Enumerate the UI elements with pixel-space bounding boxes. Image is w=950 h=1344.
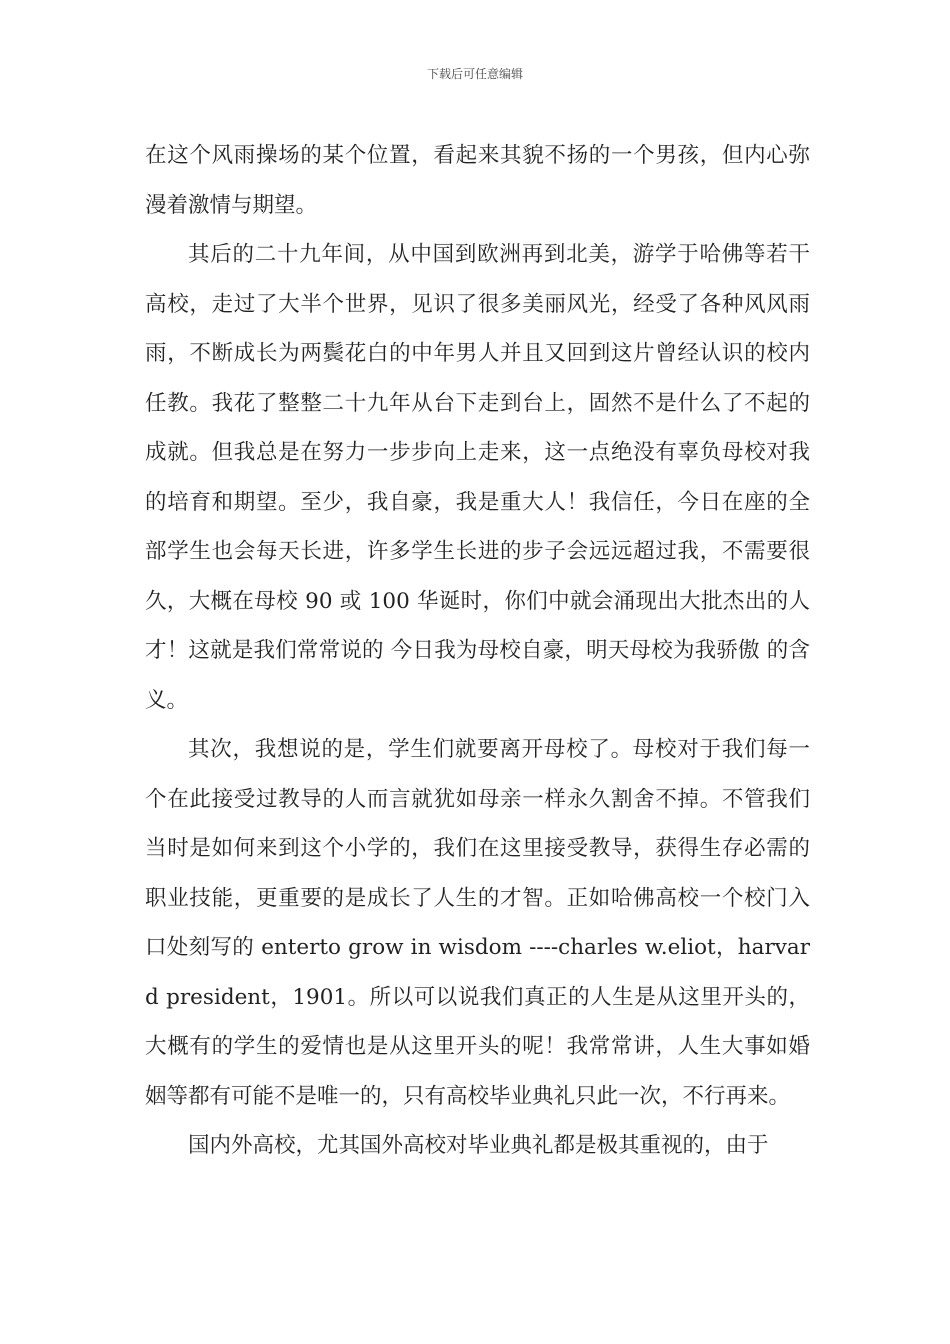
paragraph: 其次，我想说的是，学生们就要离开母校了。母校对于我们每一个在此接受过教导的人而言就犹如母亲一样永久割舍不掉。不管我们当时是如何来到这个小学的，我们在这里接受教导，获得生存必需的职业技能，更重要的是成长了人生的才智。正如哈佛高校一个校门入口处刻写的 enterto grow in wisdom ----charles w.eliot，harvard president，1901。所以可以说我们真正的人生是从这里开头的，大概有的学生的爱情也是从这里开头的呢！我常常讲，人生大事如婚姻等都有可能不是唯一的，只有高校毕业典礼只此一次，不行再来。 — [145, 737, 810, 1109]
page-header: 下载后可任意编辑 — [426, 67, 523, 81]
document-body — [145, 131, 810, 1171]
paragraph: 在这个风雨操场的某个位置，看起来其貌不扬的一个男孩，但内心弥漫着激情与期望。 — [145, 143, 810, 218]
paragraph: 其后的二十九年间，从中国到欧洲再到北美，游学于哈佛等若干高校，走过了大半个世界，见识了很多美丽风光，经受了各种风风雨雨，不断成长为两鬓花白的中年男人并且又回到这片曾经认识的校内任教。我花了整整二十九年从台下走到台上，固然不是什么了不起的成就。但我总是在努力一步步向上走来，这一点绝没有辜负母校对我的培育和期望。至少，我自豪，我是重大人！我信任，今日在座的全部学生也会每天长进，许多学生长进的步子会远远超过我，不需要很久，大概在母校 90 或 100 华诞时，你们中就会涌现出大批杰出的人才！这就是我们常常说的 今日我为母校自豪，明天母校为我骄傲 的含义。 — [145, 242, 810, 713]
paragraph: 国内外高校，尤其国外高校对毕业典礼都是极其重视的，由于 — [188, 1133, 769, 1158]
